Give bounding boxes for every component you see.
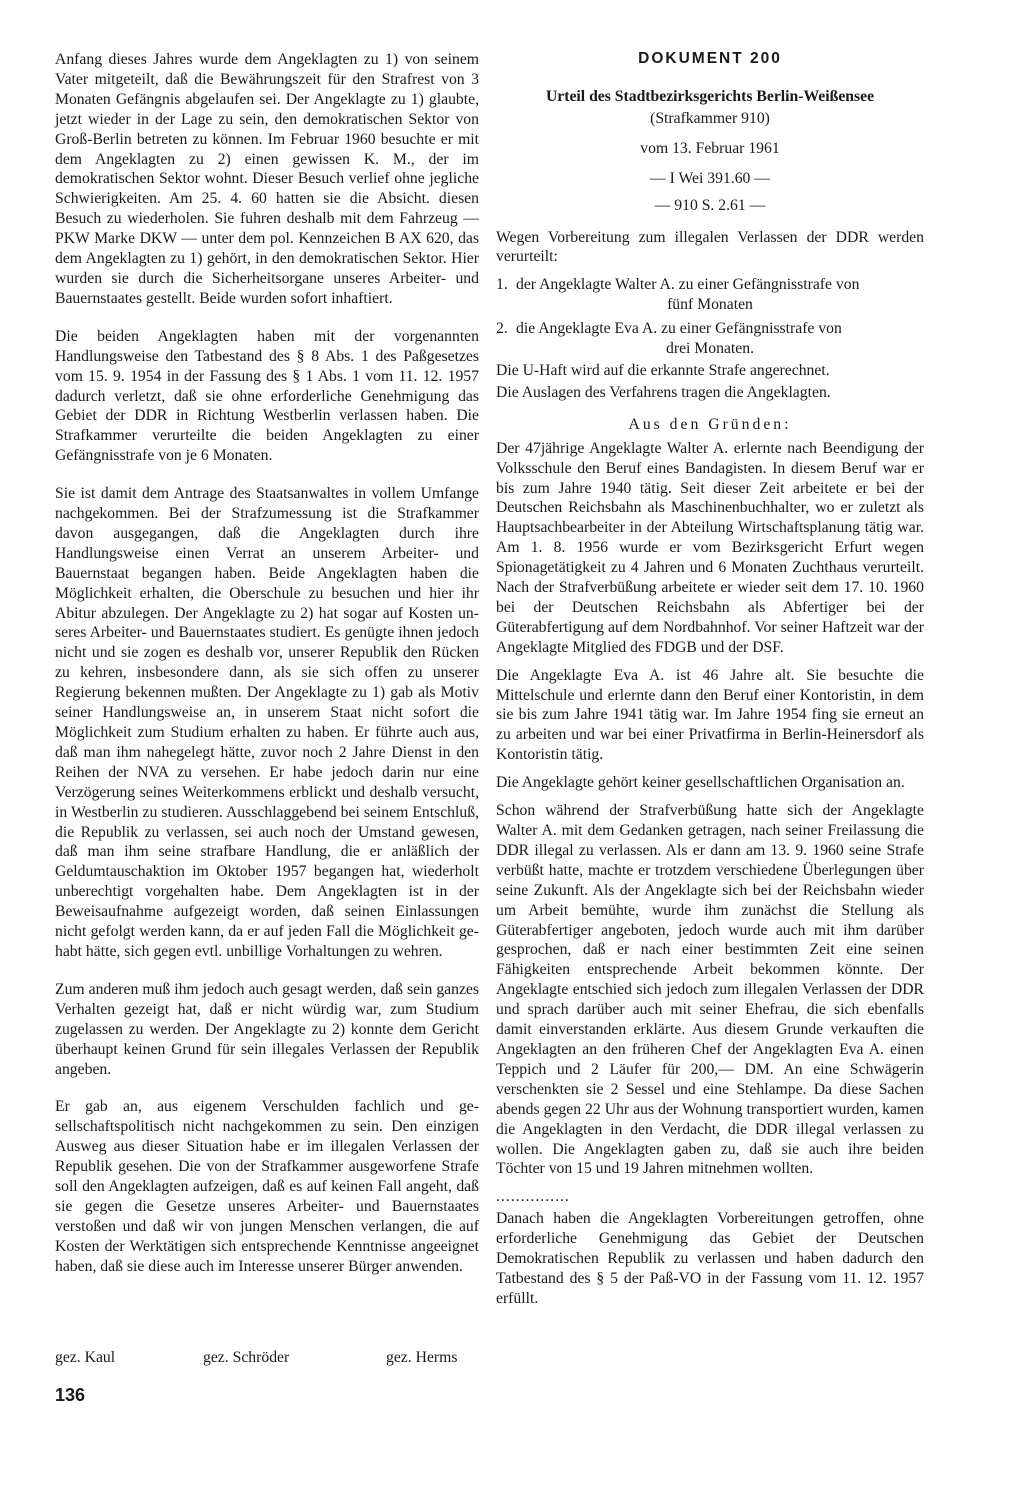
verdict-item-2-number: 2. — [496, 320, 508, 338]
verdict-item-1-term: fünf Monaten — [667, 296, 753, 314]
left-paragraph-3: Sie ist damit dem Antrage des Staatsanwaltes in vollem Umfange nachgekommen. Bei der Strafzumessung ist die Strafkammer davon ausgegangen, daß die Angeklagten durch ihre Handlungsweise einen Verrat an unserem Arbeiter- und Bauernstaat begangen haben. Beide Angeklagten haben die Möglichkeit erhalten, die Oberschule zu besuchen und hier ihr Abitur abzulegen. Der Angeklagte zu 2) hat sogar auf Kosten unseres Arbeiter- und Bauernstaates studiert. Es genügte ihnen jedoch nicht und sie zogen es deshalb vor, unserer Republik den Rücken zu kehren, insbesondere dann, als sie sich offen zu unserer Regierung bekennen mußten. Der Angeklagte zu 1) gab als Motiv seiner Handlungsweise an, in unserem Staat nicht sofort die Möglichkeit zum Studium erhalten zu haben. Er führte auch aus, daß man ihm nahegelegt hätte, zuvor noch 2 Jahre Dienst in den Reihen der NVA zu versehen. Er habe jedoch darin nur eine Verzögerung seines Weiterkommens erblickt und deshalb versucht, in Westberlin zu studieren. Ausschlaggebend bei seinem Entschluß, die Republik zu verlassen, sei auch noch der Umstand gewesen, daß man ihm seine strafbare Handlung, die er anläßlich der Geldumtauschaktion im Oktober 1957 begangen hat, wiederholt unberechtigt vorgehalten habe. Dem Angeklagten ist in der Beweisaufnahme aufgezeigt worden, daß seinen Einlassungen nicht gefolgt werden kann, da er auf jeden Fall die Möglichkeit gehabt hätte, sich gegen evtl. unbillige Vorhaltungen zu wehren. — [55, 485, 479, 960]
right-paragraph-2: Die Angeklagte Eva A. ist 46 Jahre alt. Sie besuchte die Mittelschule und erlernte dann den Beruf einer Kontoristin, in dem sie bis zum Jahre 1941 tätig war. Im Jahre 1954 fing sie erneut an zu arbeiten und war bei einer Privatfirma in Berlin-Heinersdorf als Kontoristin tätig. — [496, 666, 924, 764]
verdict-item-1-number: 1. — [496, 276, 508, 294]
custody-line: Die U-Haft wird auf die erkannte Strafe angerechnet. — [496, 361, 830, 379]
case-number-2: — 910 S. 2.61 — — [654, 196, 766, 214]
date-line: vom 13. Februar 1961 — [640, 139, 780, 157]
left-paragraph-4: Zum anderen muß ihm jedoch auch gesagt werden, daß sein ganzes Verhalten gezeigt hat, daß er nicht würdig war, zum Studium zugelassen zu werden. Der Angeklagte zu 2) konnte dem Gericht überhaupt keinen Grund für sein illegales Verlassen der Republik angeben. — [55, 980, 479, 1078]
right-paragraph-4: Schon während der Strafverbüßung hatte sich der Angeklagte Walter A. mit dem Gedanken getragen, nach seiner Freilassung die DDR illegal zu verlassen. Als er dann am 13. 9. 1960 seine Strafe verbüßt hatte, machte er trotzdem verschiedene Überlegungen über seine Zukunft. Als der Angeklagte sich bei der Reichsbahn wieder um Arbeit bemühte, wurde ihm zunächst die Stellung als Güterabfertiger angeboten, jedoch wurde auch mit ihm darüber gesprochen, daß er nach einer bestimmten Zeit eine seinen Fähigkeiten entsprechende Arbeit bekommen könnte. Der Angeklagte entschied sich jedoch zum illegalen Verlassen der DDR und sprach darüber auch mit seiner Ehefrau, die sich ebenfalls damit einverstanden erklärte. Aus diesem Grunde verkauften die Angeklagten an den früheren Chef der Angeklagten Eva A. einen Teppich und 2 Läufer für 200,— DM. An eine Schwägerin verschenkten sie 2 Sessel und eine Stehlampe. Da diese Sachen abends gegen 22 Uhr aus der Wohnung transportiert wurden, kamen die Angeklagten in den Verdacht, die DDR illegal verlassen zu wollen. Die Angeklagten gaben zu, daß sie auch ihre beiden Töchter von 15 und 19 Jahren mitnehmen wollten. — [496, 802, 924, 1178]
case-number-1: — I Wei 391.60 — — [649, 169, 770, 187]
left-paragraph-2: Die beiden Angeklagten haben mit der vorgenannten Handlungsweise den Tatbestand des § 8 Abs. 1 des Paßgesetzes vom 15. 9. 1954 in der Fassung des § 1 Abs. 1 vom 11. 12. 1957 dadurch verletzt, daß sie ohne erforderliche Genehmigung das Gebiet der DDR in Richtung Westberlin verlassen haben. Die Strafkammer verurteilte die beiden Angeklagten zu einer Gefängnisstrafe von je 6 Monaten. — [55, 327, 479, 465]
signature-schroeder: gez. Schröder — [203, 1349, 290, 1366]
right-paragraph-1: Der 47jährige Angeklagte Walter A. erlernte nach Beendigung der Volksschule den Beruf eines Bandagisten. In diesem Beruf war er bis zum Jahre 1940 tätig. Seit dieser Zeit arbeitete er bei der Deutschen Reichsbahn als Maschinenbuchhalter, wo er zuletzt als Hauptsachbearbeiter in der Abteilung Wirtschaftsplanung tätig war. Am 1. 8. 1956 wurde er vom Bezirksgericht Erfurt wegen Spionagetätigkeit zu 4 Jahren und 6 Monaten Zuchthaus verurteilt. Nach der Strafverbüßung arbeitete er wieder seit dem 17. 10. 1960 bei der Deutschen Reichsbahn als Abfertiger bei der Güterabfertigung auf dem Nordbahnhof. Vor seiner Haftzeit war der Angeklagte Mitglied des FDGB und der DSF. — [496, 439, 924, 656]
document-heading: DOKUMENT 200 — [638, 50, 782, 67]
verdict-item-1-text: der Angeklagte Walter A. zu einer Gefängnisstrafe von — [516, 276, 860, 294]
costs-line: Die Auslagen des Verfahrens tragen die Angeklagten. — [496, 383, 831, 401]
signature-herms: gez. Herms — [386, 1349, 458, 1366]
ellipsis-line: ............... — [496, 1188, 570, 1206]
left-column — [55, 50, 479, 1277]
right-paragraph-3: Die Angeklagte gehört keiner gesellschaftlichen Organisation an. — [496, 774, 905, 792]
verdict-item-2-term: drei Monaten. — [666, 340, 754, 358]
verdict-item-2-text: die Angeklagte Eva A. zu einer Gefängnisstrafe von — [516, 320, 842, 338]
signature-kaul: gez. Kaul — [55, 1349, 116, 1366]
verdict-item-1 — [496, 275, 924, 315]
court-title: Urteil des Stadtbezirksgerichts Berlin-Weißensee — [545, 88, 875, 105]
left-paragraph-1: Anfang dieses Jahres wurde dem Angeklagten zu 1) von seinem Vater mitgeteilt, daß die Bewährungszeit für den Strafrest von 3 Monaten Gefängnis abgelaufen sei. Der Angeklagte zu 1) glaubte, jetzt wieder in der Lage zu sein, den demokratischen Sektor von Groß-Berlin betreten zu können. Im Februar 1960 besuchte er mit dem Angeklagten zu 2) einen gewissen K. M., der im demokratischen Sektor wohnt. Dieser Besuch verlief ohne jegliche Schwierigkeiten. Am 25. 4. 60 hatten sie die Absicht. diesen Besuch zu wiederholen. Sie fuhren deshalb mit dem Fahrzeug — PKW Marke DKW — unter dem pol. Kennzeichen B AX 620, das dem Angeklagten zu 1) gehört, in den demokratischen Sektor. Hier wurden sie durch die Sicherheitsorgane unseres Arbeiter- und Bauernstaates gestellt. Beide wurden sofort inhaftiert. — [55, 51, 479, 307]
verdict-item-2 — [496, 319, 924, 359]
left-paragraph-5: Er gab an, aus eigenem Verschulden fachlich und gesellschaftspolitisch nicht nachgekommen zu sein. Den einzigen Ausweg aus dieser Situation habe er im illegalen Verlassen der Republik gesehen. Die von der Strafkammer ausgeworfene Strafe soll den Angeklagten aufzeigen, daß es auf keinen Fall angeht, daß sie gegen die Gesetze unseres Arbeiter- und Bauernstaates verstoßen und daß wir von jungen Menschen verlangen, die auf Kosten der Werktätigen sich entsprechende Kenntnisse angeeignet haben, daß sie diese auch im Interesse unserer Bürger anwenden. — [55, 1098, 479, 1275]
final-paragraph: Danach haben die Angeklagten Vorbereitungen getroffen, ohne erforderliche Genehmigung das Gebiet der Deutschen Demokratischen Republik zu verlassen und haben dadurch den Tatbestand des § 5 der Paß-VO in der Fassung vom 11. 12. 1957 erfüllt. — [496, 1210, 924, 1307]
right-column — [496, 50, 924, 1309]
page-number: 136 — [55, 1385, 86, 1405]
chamber-line: (Strafkammer 910) — [650, 109, 770, 127]
reasons-heading: Aus den Gründen: — [628, 415, 792, 433]
verdict-intro: Wegen Vorbereitung zum illegalen Verlassen der DDR werden verurteilt: — [496, 228, 924, 266]
